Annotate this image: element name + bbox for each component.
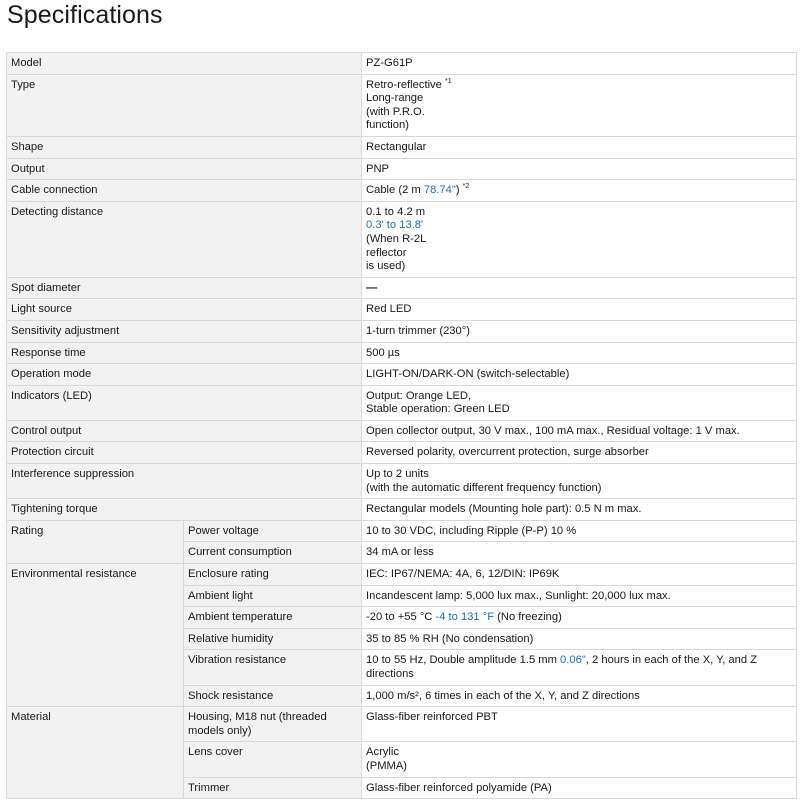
row-value [362,201,797,277]
table-row [7,420,797,442]
row-label: Light source [7,299,362,321]
row-value: Red LED [362,299,797,321]
row-label: Power voltage [184,520,362,542]
table-row [7,136,797,158]
group-label: Environmental resistance [7,564,184,707]
table-row [7,299,797,321]
distance-note: reflector [366,246,407,259]
distance-imperial-link[interactable]: 0.3' to 13.8' [366,219,424,232]
type-line: (with P.R.O. [366,105,425,118]
row-label: Control output [7,420,362,442]
distance-metric: 0.1 to 4.2 m [366,205,426,218]
row-label: Housing, M18 nut (threaded models only) [184,707,362,742]
row-label: Shock resistance [184,685,362,707]
specifications-table [6,52,797,799]
group-label: Rating [7,520,184,563]
lens-line: Acrylic [366,746,399,759]
table-row [7,201,797,277]
row-label: Operation mode [7,364,362,386]
row-label: Current consumption [184,542,362,564]
table-row [7,364,797,386]
row-label: Enclosure rating [184,564,362,586]
row-value: PZ-G61P [362,53,797,75]
row-value: 1-turn trimmer (230°) [362,320,797,342]
row-label: Sensitivity adjustment [7,320,362,342]
table-row [7,707,797,742]
inch-link[interactable]: 0.06" [560,654,586,667]
row-label: Ambient light [184,585,362,607]
row-value: Open collector output, 30 V max., 100 mA max., Residual voltage: 1 V max. [362,420,797,442]
table-row [7,499,797,521]
indicator-line: Output: Orange LED, [366,389,472,402]
row-value: Glass-fiber reinforced PBT [362,707,797,742]
interference-line: Up to 2 units [366,468,429,481]
row-label: Indicators (LED) [7,385,362,420]
row-value: 1,000 m/s², 6 times in each of the X, Y, and Z directions [362,685,797,707]
row-label: Interference suppression [7,464,362,499]
row-value [362,385,797,420]
row-label: Cable connection [7,180,362,202]
row-value [362,607,797,629]
vibration-text: , 2 hours in each of the X, Y, and Z directions [366,654,758,680]
row-value: Rectangular [362,136,797,158]
row-value: — [362,277,797,299]
row-value: 500 µs [362,342,797,364]
table-row [7,74,797,136]
row-label: Trimmer [184,777,362,799]
distance-note: (When R-2L [366,232,427,245]
type-line: Retro-reflective [366,78,442,91]
row-label: Lens cover [184,742,362,777]
inch-link[interactable]: 78.74" [423,184,456,197]
row-label: Protection circuit [7,442,362,464]
table-row [7,158,797,180]
row-label: Type [7,74,362,136]
page-title: Specifications [7,1,163,29]
row-label: Spot diameter [7,277,362,299]
row-label: Tightening torque [7,499,362,521]
vibration-text: 10 to 55 Hz, Double amplitude 1.5 mm [366,654,561,667]
row-value: LIGHT-ON/DARK-ON (switch-selectable) [362,364,797,386]
row-label: Shape [7,136,362,158]
lens-line: (PMMA) [366,759,408,772]
row-value: Incandescent lamp: 5,000 lux max., Sunlight: 20,000 lux max. [362,585,797,607]
type-line: Long-range [366,92,424,105]
indicator-line: Stable operation: Green LED [366,403,510,416]
table-row [7,385,797,420]
table-row [7,520,797,542]
table-row [7,53,797,75]
footnote-mark: *1 [444,77,452,85]
table-row [7,564,797,586]
row-label: Ambient temperature [184,607,362,629]
temp-text: (No freezing) [494,611,562,624]
table-row [7,464,797,499]
distance-note: is used) [366,260,406,273]
row-label: Vibration resistance [184,650,362,685]
table-row [7,342,797,364]
table-row [7,320,797,342]
row-label: Detecting distance [7,201,362,277]
table-row [7,180,797,202]
interference-line: (with the automatic different frequency function) [366,481,602,494]
row-value: IEC: IP67/NEMA: 4A, 6, 12/DIN: IP69K [362,564,797,586]
row-value: 34 mA or less [362,542,797,564]
temp-text: -20 to +55 °C [366,611,436,624]
cable-text: Cable (2 m [366,184,424,197]
type-line: function) [366,119,409,132]
group-label: Material [7,707,184,799]
fahrenheit-link[interactable]: -4 to 131 °F [435,611,495,624]
row-value [362,742,797,777]
row-label: Model [7,53,362,75]
row-label: Relative humidity [184,628,362,650]
cable-text: ) [455,184,460,197]
row-value [362,74,797,136]
row-value: 35 to 85 % RH (No condensation) [362,628,797,650]
table-row [7,442,797,464]
row-value [362,464,797,499]
row-value: Glass-fiber reinforced polyamide (PA) [362,777,797,799]
row-label: Output [7,158,362,180]
row-value [362,650,797,685]
row-value: PNP [362,158,797,180]
footnote-mark: *2 [462,183,470,191]
row-label: Response time [7,342,362,364]
row-value [362,180,797,202]
row-value: 10 to 30 VDC, including Ripple (P-P) 10 % [362,520,797,542]
row-value: Rectangular models (Mounting hole part): 0.5 N m max. [362,499,797,521]
row-value: Reversed polarity, overcurrent protection, surge absorber [362,442,797,464]
table-row [7,277,797,299]
